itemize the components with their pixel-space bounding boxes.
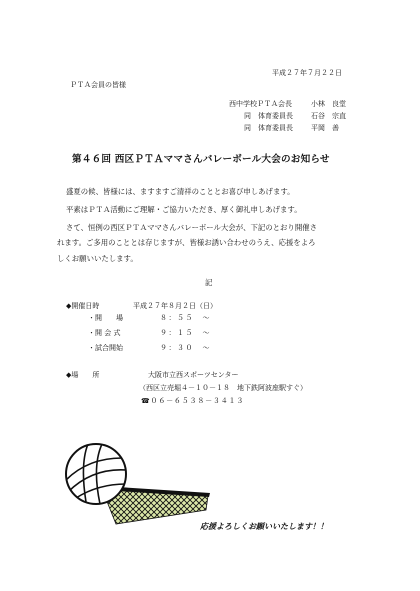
paragraph-line: れます。ご多用のこととは存じますが、皆様お誘い合わせのうえ、応援をよろ bbox=[57, 238, 316, 247]
schedule-item-time: ８：５５ ～ bbox=[160, 314, 211, 322]
schedule-item-label: ・開 場 bbox=[88, 314, 123, 322]
sender-name: 石谷 宗直 bbox=[311, 112, 346, 120]
paragraph-line: しくお願いいたします。 bbox=[57, 254, 138, 263]
cheer-message: 応援よろしくお願いいたします！！ bbox=[200, 522, 328, 531]
document-date: 平成２７年７月２２日 bbox=[272, 69, 342, 77]
volleyball-net-illustration bbox=[58, 440, 216, 525]
schedule-heading: ◆開催日時 bbox=[66, 302, 100, 310]
schedule-item-label: ・試合開始 bbox=[88, 344, 123, 352]
ki-marker: 記 bbox=[205, 278, 213, 287]
paragraph-line: 盛夏の候、皆様には、ますますご清祥のこととお喜び申しあげます。 bbox=[66, 187, 295, 196]
addressee: ＰＴＡ会員の皆様 bbox=[70, 81, 126, 89]
sender-name: 小林 良堂 bbox=[311, 100, 346, 108]
sender-name: 平岡 善 bbox=[311, 124, 339, 132]
page-title: 第４６回 西区ＰＴＡママさんバレーボール大会のお知らせ bbox=[72, 154, 330, 165]
paragraph-line: さて、恒例の西区ＰＴＡママさんバレーボール大会が、下記のとおり開催さ bbox=[66, 223, 317, 232]
sender-role: 同 体育委員長 bbox=[244, 112, 293, 120]
schedule-item-time: ９：３０ ～ bbox=[160, 344, 211, 352]
sender-role: 西中学校ＰＴＡ会長 bbox=[229, 100, 292, 108]
venue-phone: ☎０６－６５３８－３４１３ bbox=[141, 397, 245, 405]
venue-address: （西区立売堀４－１０－１８ 地下鉄阿波座駅すぐ） bbox=[139, 384, 307, 392]
paragraph-line: 平素はＰＴＡ活動にご理解・ご協力いただき、厚く御礼申しあげます。 bbox=[66, 205, 302, 214]
sender-role: 同 体育委員長 bbox=[244, 124, 293, 132]
schedule-item-label: ・開 会 式 bbox=[88, 329, 121, 337]
schedule-item-time: ９：１５ ～ bbox=[160, 329, 211, 337]
venue-name: 大阪市立西スポーツセンター bbox=[148, 371, 239, 379]
venue-heading: ◆場 所 bbox=[66, 371, 100, 379]
event-date: 平成２７年８月２日（日） bbox=[133, 302, 217, 310]
